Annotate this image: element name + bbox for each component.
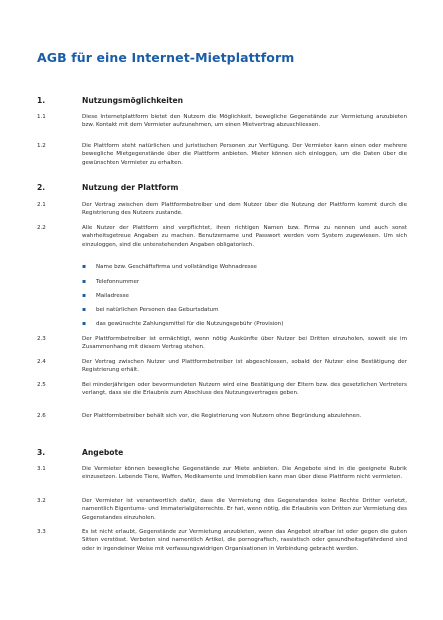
paragraph-text: Es ist nicht erlaubt, Gegenstände zur Vermietung anzubieten, wenn das Angebot strafbar ist oder gegen die guten Sitten verstösst. Verboten sind namentlich Artikel, die pornografisch, rassistisch oder gesundheitsgefährdend sind oder in irgendeiner Weise mit verfassungswidrigen Organisationen in Verbindung gebracht werden. [82, 529, 407, 552]
list-item [82, 306, 218, 314]
square-bullet-icon: ▪ [82, 320, 87, 327]
paragraph-number: 3.3 [37, 529, 46, 535]
paragraph-number: 2.4 [37, 359, 46, 365]
paragraph-number: 3.2 [37, 498, 46, 504]
paragraph-number: 1.2 [37, 143, 46, 149]
paragraph-1-1 [37, 113, 407, 130]
document-title: AGB für eine Internet-Mietplattform [37, 50, 295, 65]
square-bullet-icon: ▪ [82, 292, 87, 299]
paragraph-number: 1.1 [37, 114, 46, 120]
section-heading-3 [37, 448, 123, 457]
list-item-text: bei natürlichen Personen das Geburtsdatum [96, 307, 219, 313]
paragraph-number: 3.1 [37, 466, 46, 472]
paragraph-number: 2.5 [37, 382, 46, 388]
list-item-text: Name bzw. Geschäftsfirma und vollständige Wohnadresse [96, 264, 257, 270]
paragraph-number: 2.2 [37, 225, 46, 231]
paragraph-number: 2.6 [37, 413, 46, 419]
paragraph-text: Der Vermieter ist verantwortlich dafür, dass die Vermietung des Gegenstandes keine Rechte Dritter verletzt, namentlich Eigentums- und Immaterialgüterrechte. Er hat, wenn nötig, die Erlaubnis von Dritten zur Vermietung des Gegenstandes einzuholen. [82, 498, 407, 521]
section-heading-2 [37, 183, 178, 192]
list-item [82, 278, 139, 286]
section-number: 3. [37, 448, 46, 457]
paragraph-text: Der Plattformbetreiber ist ermächtigt, wenn nötig Auskünfte über Nutzer bei Dritten einzuholen, soweit sie im Zusammenhang mit diesem Vertrag stehen. [82, 336, 407, 351]
paragraph-2-4 [37, 358, 407, 375]
list-item [82, 320, 283, 328]
paragraph-text: Der Plattformbetreiber behält sich vor, die Registrierung von Nutzern ohne Begründung abzulehnen. [82, 413, 362, 419]
list-item-text: Telefonnummer [96, 279, 140, 285]
paragraph-3-3 [37, 528, 407, 553]
list-item [82, 292, 129, 300]
section-number: 2. [37, 183, 46, 192]
paragraph-text: Der Vertrag zwischen Nutzer und Plattformbetreiber ist abgeschlossen, sobald der Nutzer eine Bestätigung der Registrierung erhält. [82, 359, 407, 374]
square-bullet-icon: ▪ [82, 306, 87, 313]
section-title: Nutzungsmöglichkeiten [82, 96, 184, 105]
section-title: Angebote [82, 448, 124, 457]
square-bullet-icon: ▪ [82, 263, 87, 270]
paragraph-number: 2.3 [37, 336, 46, 342]
section-number: 1. [37, 96, 46, 105]
paragraph-3-2 [37, 497, 407, 522]
paragraph-2-2 [37, 224, 407, 249]
section-heading-1 [37, 96, 183, 105]
square-bullet-icon: ▪ [82, 278, 87, 285]
paragraph-2-6 [37, 412, 407, 420]
paragraph-text: Der Vertrag zwischen dem Plattformbetreiber und dem Nutzer über die Nutzung der Plattform kommt durch die Registrierung des Nutzers zustande. [82, 202, 407, 217]
paragraph-3-1 [37, 465, 407, 482]
paragraph-text: Bei minderjährigen oder bevormundeten Nutzern wird eine Bestätigung der Eltern bzw. des gesetzlichen Vertreters verlangt, dass sie die Erlaubnis zum Abschluss des Nutzungsvertrages geben. [82, 382, 407, 397]
paragraph-text: Die Vermieter können bewegliche Gegenstände zur Miete anbieten. Die Angebote sind in die geeignete Rubrik einzusetzen. Lebende Tiere, Waffen, Medikamente und Immobilien kann man über diese Plattform nicht vermieten. [82, 466, 407, 481]
paragraph-number: 2.1 [37, 202, 46, 208]
paragraph-2-1 [37, 201, 407, 218]
paragraph-1-2 [37, 142, 407, 167]
list-item-text: das gewünschte Zahlungsmittel für die Nutzungsgebühr (Provision) [96, 321, 284, 327]
paragraph-2-5 [37, 381, 407, 398]
list-item [82, 263, 257, 271]
list-item-text: Mailadresse [96, 293, 129, 299]
paragraph-text: Die Plattform steht natürlichen und juristischen Personen zur Verfügung. Der Vermieter kann einen oder mehrere bewegliche Mietgegenstände über die Plattform anbieten. Mieter können sich einloggen, um die Daten über die gewünschten Vermieter zu erhalten. [82, 143, 407, 166]
paragraph-2-3 [37, 335, 407, 352]
section-title: Nutzung der Plattform [82, 183, 179, 192]
paragraph-text: Alle Nutzer der Plattform sind verpflichtet, ihren richtigen Namen bzw. Firma zu nennen und auch sonst wahrheitsgetreue Angaben zu machen. Benutzername und Passwort werden vom System zugewiesen. Um sich einzuloggen, sind die untenstehenden Angaben obligatorisch. [82, 225, 407, 248]
paragraph-text: Diese Internetplattform bietet den Nutzern die Möglichkeit, bewegliche Gegenstände zur Vermietung anzubieten bzw. Kontakt mit dem Vermieter aufzunehmen, um einen Mietvertrag abzuschliessen. [82, 114, 407, 129]
